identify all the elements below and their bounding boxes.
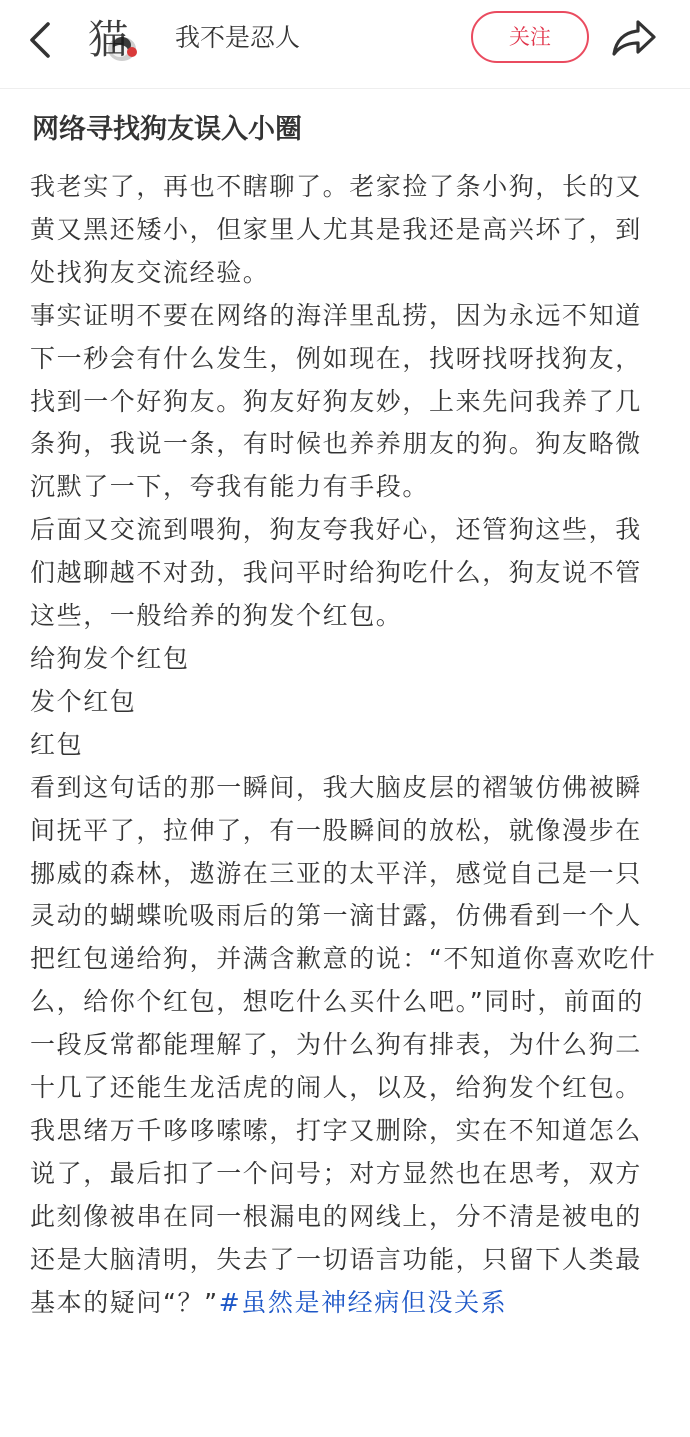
post-content bbox=[30, 166, 658, 1324]
paragraph: 红包 bbox=[30, 729, 84, 759]
post-title: 网络寻找狗友误入小圈 bbox=[32, 114, 302, 145]
avatar[interactable] bbox=[82, 5, 150, 73]
chevron-left-icon bbox=[22, 18, 58, 62]
paragraph: 后面又交流到喂狗，狗友夸我好心，还管狗这些，我们越聊越不对劲，我问平时给狗吃什么，狗友说不管这些，一般给养的狗发个红包。 bbox=[30, 515, 642, 631]
share-button[interactable] bbox=[610, 16, 658, 60]
paragraph: 事实证明不要在网络的海洋里乱捞，因为永远不知道下一秒会有什么发生，例如现在，找呀找呀找狗友，找到一个好狗友。狗友好狗友妙，上来先问我养了几条狗，我说一条，有时候也养养朋友的狗。狗友略微沉默了一下，夸我有能力有手段。 bbox=[30, 300, 642, 502]
avatar-image bbox=[82, 5, 150, 73]
paragraph: 我老实了，再也不瞎聊了。老家捡了条小狗，长的又黄又黑还矮小，但家里人尤其是我还是高兴坏了，到处找狗友交流经验。 bbox=[30, 172, 642, 287]
paragraph-text: 看到这句话的那一瞬间，我大脑皮层的褶皱仿佛被瞬间抚平了，拉伸了，有一股瞬间的放松，就像漫步在挪威的森林，遨游在三亚的太平洋，感觉自己是一只灵动的蝴蝶吮吸雨后的第一滴甘露，仿佛看到一个人把红包递给狗，并满含歉意的说：“不知道你喜欢吃什么，给你个红包，想吃什么买什么吧。”同时，前面的一段反常都能理解了，为什么狗有排表，为什么狗二十几了还能生龙活虎的闹人，以及，给狗发个红包。我思绪万千哆哆嗦嗦，打字又删除，实在不知道怎么说了，最后扣了一个问号；对方显然也在思考，双方此刻像被串在同一根漏电的网线上，分不清是被电的还是大脑清明，失去了一切语言功能，只留下人类最基本的疑问“？” bbox=[30, 772, 657, 1317]
hashtag-link[interactable]: #虽然是神经病但没关系 bbox=[218, 1287, 508, 1317]
author-name[interactable]: 我不是忍人 bbox=[175, 23, 301, 52]
share-arrow-icon bbox=[610, 16, 658, 60]
paragraph: 给狗发个红包 bbox=[30, 643, 190, 673]
avatar-glyph: 猫 bbox=[88, 17, 128, 63]
header-bar bbox=[0, 0, 690, 88]
back-button[interactable] bbox=[22, 18, 58, 62]
paragraph-with-hashtag bbox=[30, 767, 658, 1325]
follow-button[interactable]: 关注 bbox=[471, 11, 589, 63]
paragraph: 发个红包 bbox=[30, 686, 137, 716]
header-divider bbox=[0, 88, 690, 89]
